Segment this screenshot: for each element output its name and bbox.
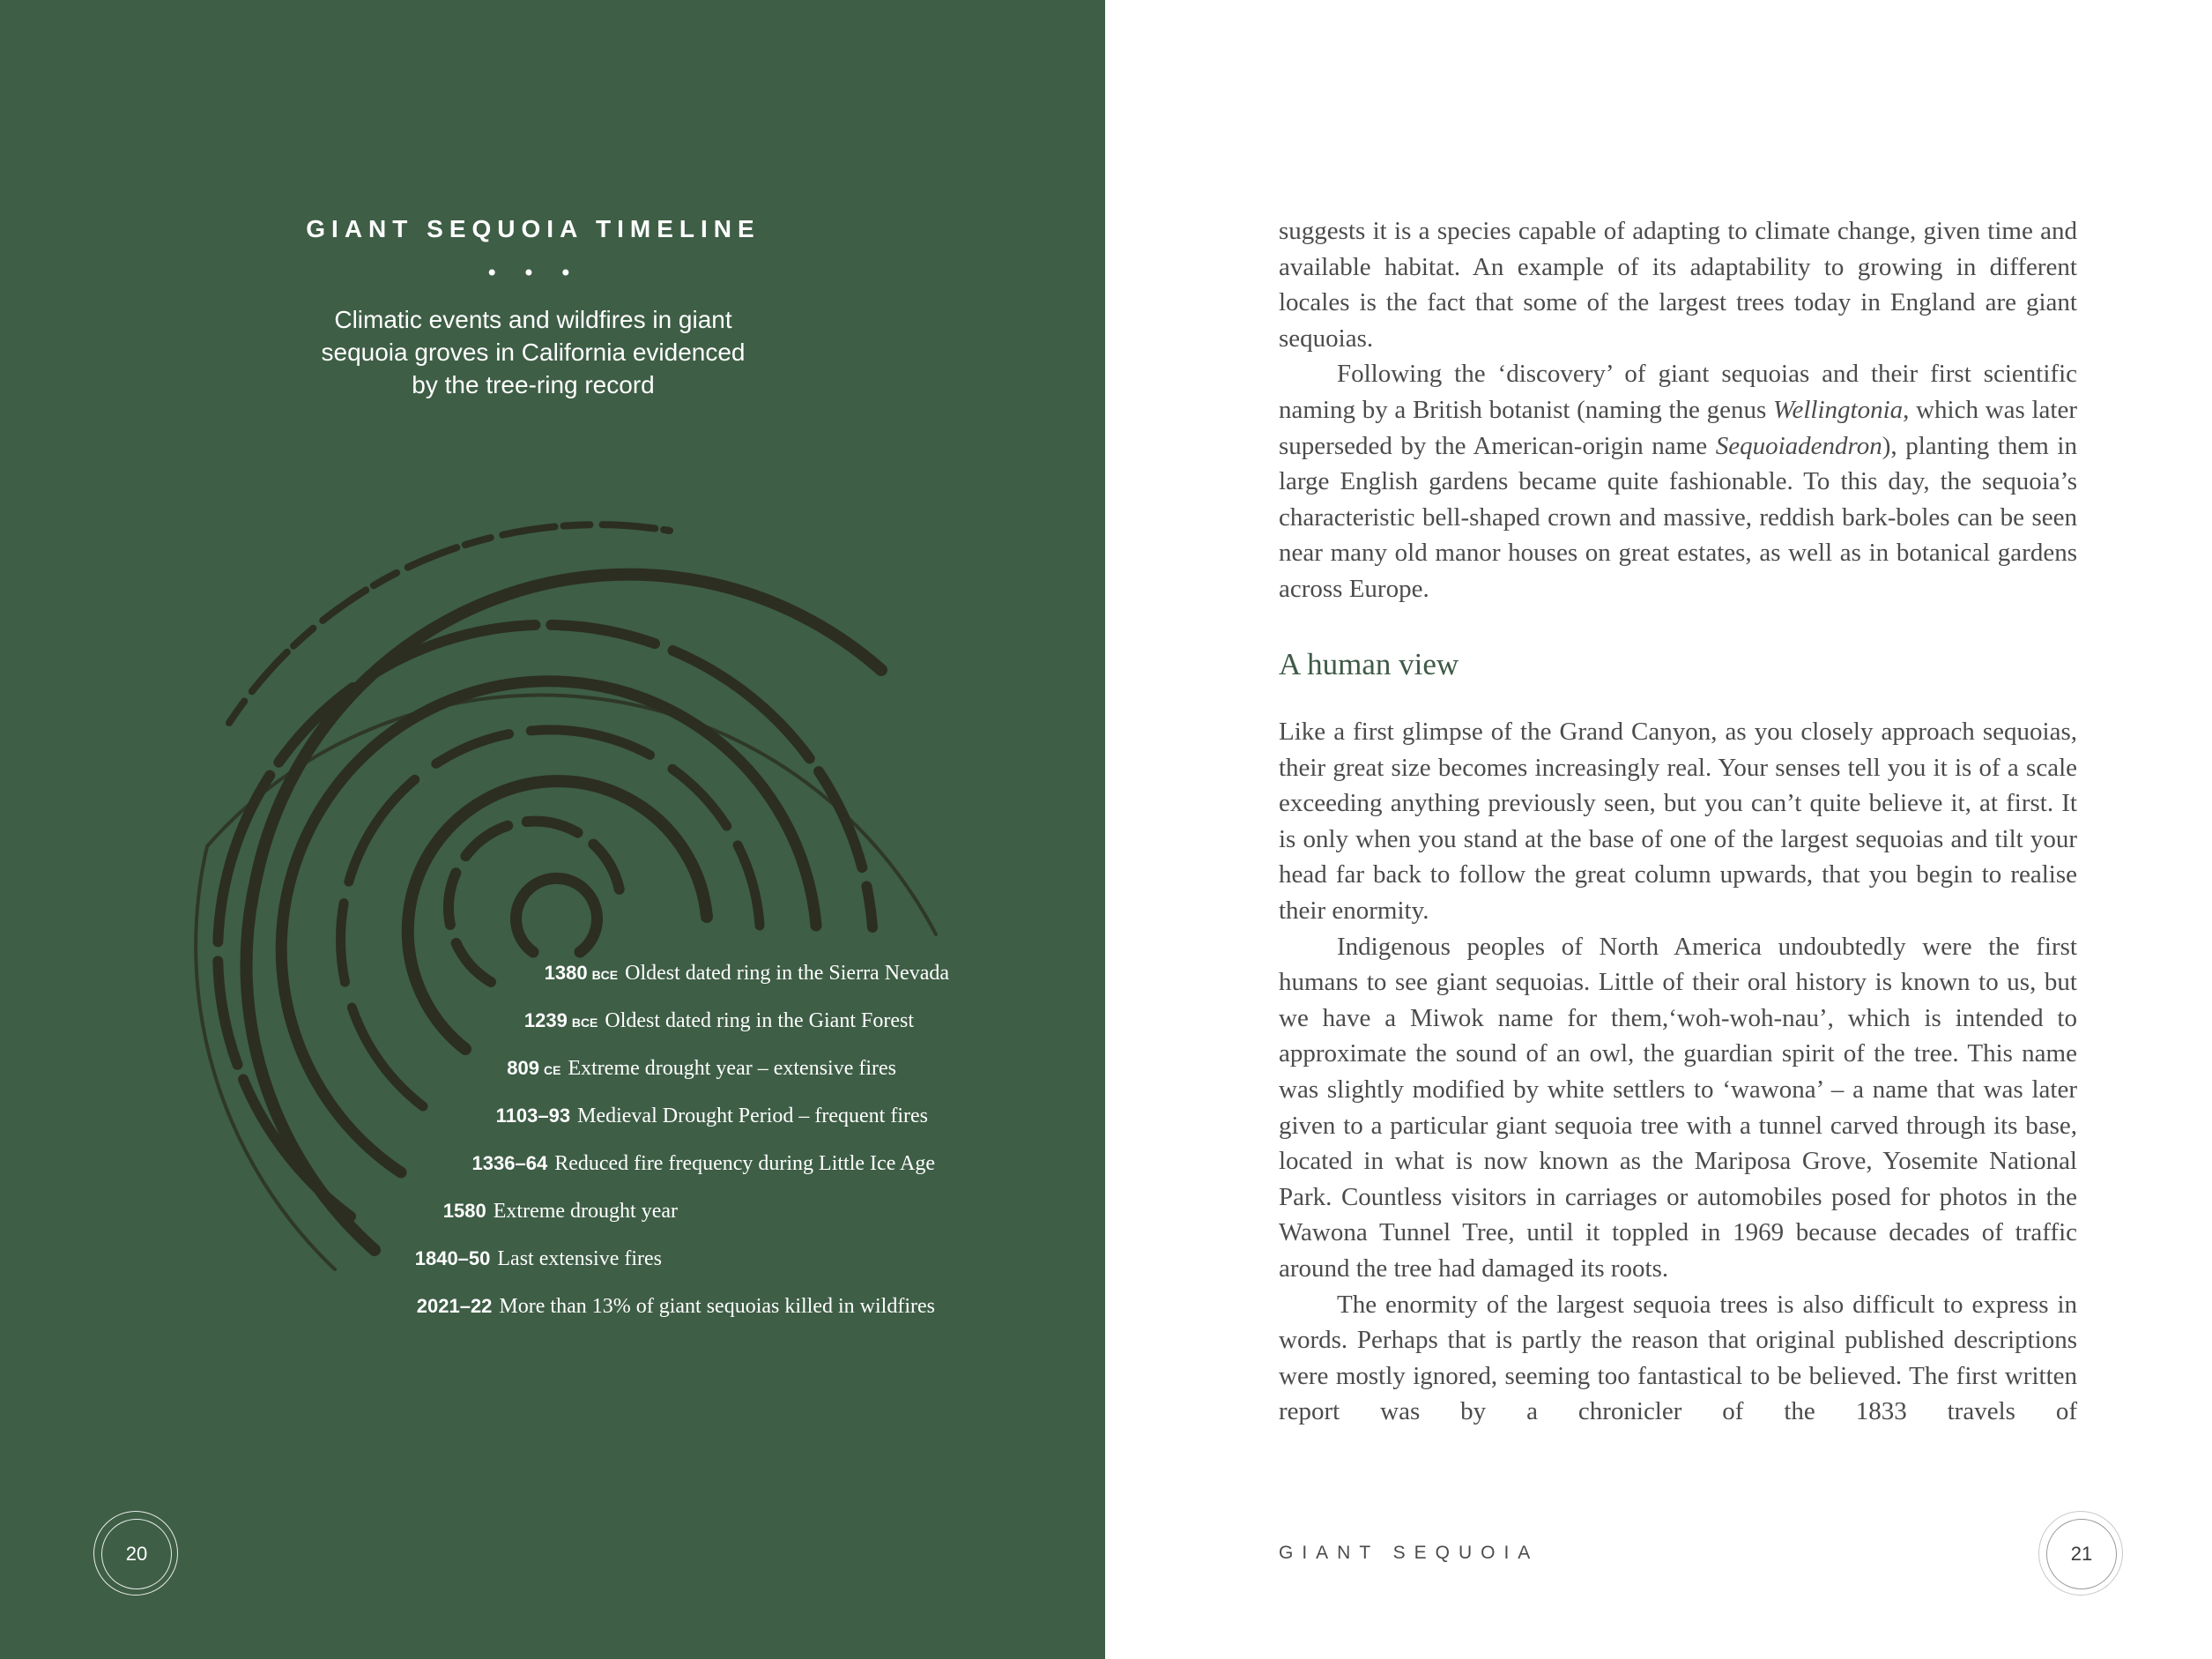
timeline-year: 809 bbox=[507, 1057, 540, 1079]
body-text-top bbox=[1279, 213, 2077, 607]
genus-name: Sequoiadendron bbox=[1715, 431, 1882, 460]
timeline-text: Last extensive fires bbox=[497, 1247, 662, 1270]
timeline-entry bbox=[417, 1293, 935, 1322]
timeline-entry bbox=[545, 960, 949, 989]
page-number-badge-right bbox=[2038, 1511, 2123, 1596]
timeline-era: BCE bbox=[571, 1015, 598, 1030]
timeline-year: 1580 bbox=[442, 1200, 486, 1222]
timeline-entry bbox=[524, 1008, 914, 1037]
title-divider-dots: • • • bbox=[486, 261, 581, 286]
body-text-bottom bbox=[1279, 714, 2077, 1430]
page-number-right: 21 bbox=[2046, 1519, 2117, 1589]
tree-rings-illustration bbox=[0, 0, 1105, 1659]
timeline-text: Oldest dated ring in the Sierra Nevada bbox=[625, 962, 949, 985]
tree-ring-1 bbox=[516, 878, 598, 952]
timeline-year: 1336–64 bbox=[471, 1152, 548, 1174]
timeline-era: CE bbox=[544, 1063, 561, 1077]
running-head: GIANT SEQUOIA bbox=[1279, 1543, 1540, 1563]
paragraph: Like a first glimpse of the Grand Canyon, as you closely approach sequoias, their great size becomes increasingly real. Your senses tell you it is of a scale exceeding anything previously seen, but you can’t quite believe it, at first. It is only when you stand at the base of one of the largest sequoias and tilt your head far back to follow the great column upwards, that you begin to realise their enormity. bbox=[1279, 718, 2077, 925]
timeline-text: Reduced fire frequency during Little Ice Age bbox=[554, 1152, 935, 1175]
timeline-year: 1380 bbox=[544, 962, 588, 984]
timeline-entry bbox=[472, 1150, 935, 1179]
timeline-era: BCE bbox=[591, 968, 619, 982]
paragraph: suggests it is a species capable of adapting to climate change, given time and available habitat. An example of its adaptability to growing in different locales is the fact that some of the largest trees today in England are giant sequoias. bbox=[1279, 217, 2077, 353]
timeline-text: More than 13% of giant sequoias killed in wildfires bbox=[499, 1295, 935, 1318]
paragraph: The enormity of the largest sequoia trees is also difficult to express in words. Perhaps that is partly the reason that original published descriptions were mostly ignored, seeming too fantastical to be believed. The first written report was by a chronicler of the 1833 travels of bbox=[1279, 1290, 2077, 1426]
timeline-year: 1840–50 bbox=[414, 1247, 491, 1269]
genus-name: Wellingtonia bbox=[1773, 395, 1904, 424]
timeline-subtitle: Climatic events and wildfires in giant sequoia groves in California evidenced by the tree-ring record bbox=[321, 306, 746, 398]
paragraph: Indigenous peoples of North America undoubtedly were the first humans to see giant sequoias. Little of their oral history is known to us, but we have a Miwok name for them,‘woh-woh-nau’, which is intended to approximate the sound of an owl, the guardian spirit of the tree. This name was slightly modified by white settlers to ‘wawona’ – a name that was later given to a particular giant sequoia tree with a tunnel carved through its base, located in what is now known as the Mariposa Grove, Yosemite National Park. Countless visitors in carriages or automobiles posed for photos in the Wawona Tunnel Tree, until it toppled in 1969 because decades of traffic around the tree had damaged its roots. bbox=[1279, 932, 2077, 1283]
timeline-entry bbox=[507, 1055, 896, 1084]
timeline-text: Extreme drought year bbox=[493, 1200, 678, 1223]
paragraph: Following the ‘discovery’ of giant sequoias and their first scientific naming by a British botanist (naming the genus Wellingtonia, which was later superseded by the American-origin name Sequoiadendron), planting them in large English gardens became quite fashionable. To this day, the sequoia’s characteristic bell-shaped crown and massive, reddish bark-boles can be seen near many old manor houses on great estates, as well as in botanical gardens across Europe. bbox=[1279, 360, 2077, 603]
timeline-text: Extreme drought year – extensive fires bbox=[568, 1057, 896, 1080]
timeline-text: Medieval Drought Period – frequent fires bbox=[577, 1105, 928, 1127]
timeline-year: 1103–93 bbox=[495, 1105, 571, 1127]
left-page bbox=[0, 0, 1105, 1659]
timeline-entry bbox=[443, 1198, 678, 1227]
page-number-badge-left bbox=[93, 1511, 178, 1596]
timeline-title: GIANT SEQUOIA TIMELINE bbox=[306, 215, 761, 242]
page-number-left: 20 bbox=[101, 1519, 172, 1589]
tree-ring-5 bbox=[281, 681, 816, 1172]
section-heading: A human view bbox=[1279, 647, 1459, 681]
right-page bbox=[1105, 0, 2212, 1659]
timeline-year: 2021–22 bbox=[416, 1295, 493, 1317]
timeline-entry bbox=[496, 1103, 928, 1132]
timeline-entry bbox=[415, 1246, 662, 1275]
timeline-year: 1239 bbox=[523, 1009, 568, 1031]
timeline-text: Oldest dated ring in the Giant Forest bbox=[605, 1009, 914, 1032]
